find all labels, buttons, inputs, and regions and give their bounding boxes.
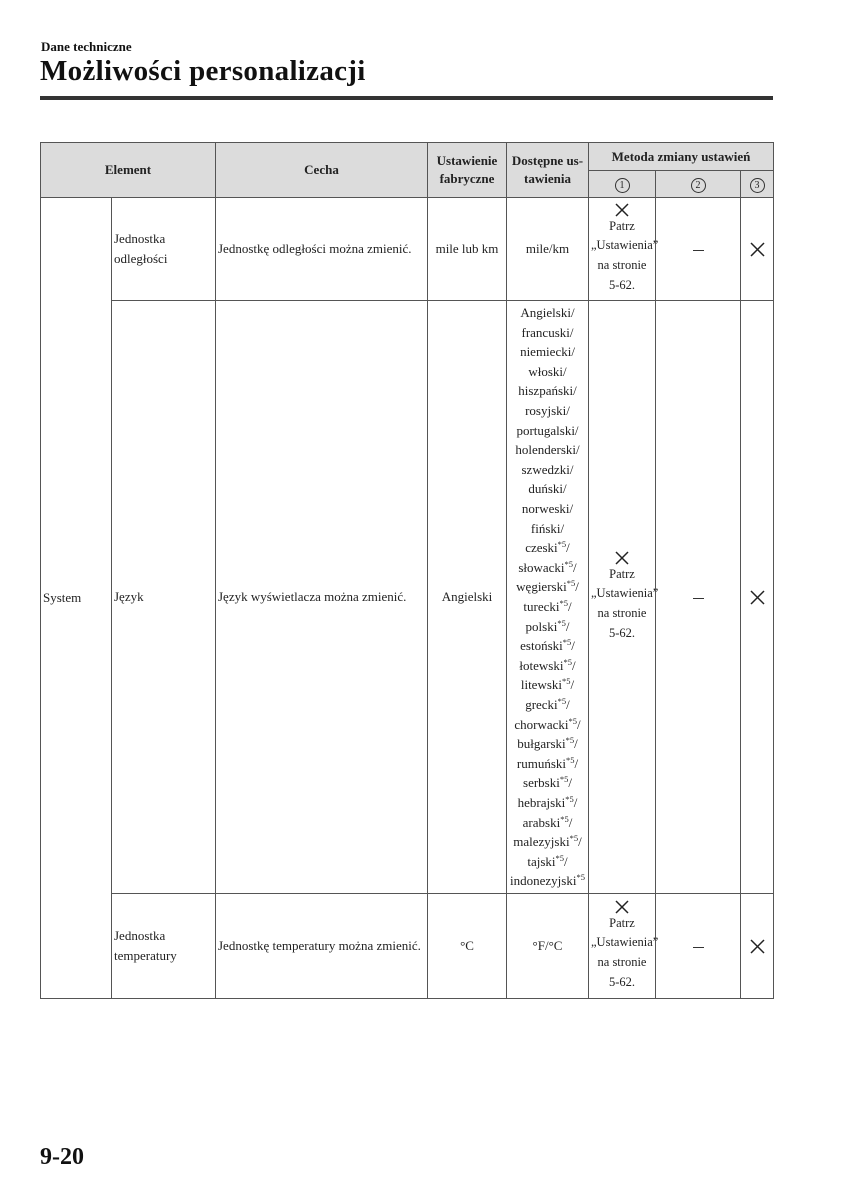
language-item xyxy=(509,538,586,558)
language-name: polski xyxy=(525,618,558,634)
footnote-marker: *5 xyxy=(560,813,569,824)
language-name: Angielski/ xyxy=(520,305,575,321)
row-method-1 xyxy=(589,301,659,894)
footnote-marker: *5 xyxy=(562,676,571,687)
language-name: bułgarski xyxy=(517,736,566,752)
header-available-settings xyxy=(507,143,589,198)
language-item xyxy=(509,773,586,793)
circled-number-2-icon: 2 xyxy=(691,178,706,193)
language-separator: / xyxy=(571,657,576,673)
language-item xyxy=(509,832,586,852)
language-name: hebrajski xyxy=(517,794,566,810)
table-row xyxy=(41,894,774,999)
row-available-languages xyxy=(507,301,589,894)
header-factory-setting xyxy=(428,143,507,198)
method-note: Patrz „Ustawienia” na stronie 5-62. xyxy=(591,915,659,989)
row-feature: Język wyświetlacza można zmienić. xyxy=(216,301,428,894)
language-separator: / xyxy=(574,755,579,771)
language-item xyxy=(509,362,586,382)
page-number: 9-20 xyxy=(40,1144,84,1170)
language-item xyxy=(509,656,586,676)
language-item xyxy=(509,617,586,637)
row-element: Język xyxy=(112,301,216,894)
language-name: portugalski/ xyxy=(516,422,579,438)
title-divider xyxy=(40,96,773,100)
header-method-3 xyxy=(741,171,774,198)
language-name: litewski xyxy=(520,677,563,693)
language-item xyxy=(509,421,586,441)
language-separator: / xyxy=(573,559,577,575)
language-item xyxy=(509,715,586,735)
language-separator: / xyxy=(566,696,570,712)
header-feature: Cecha xyxy=(216,143,428,198)
language-name: łotewski xyxy=(519,657,564,673)
table-row xyxy=(41,198,774,301)
row-method-1 xyxy=(589,198,659,301)
language-name: rumuński xyxy=(516,755,566,771)
header-factory-line2: fabryczne xyxy=(439,171,495,186)
language-separator: / xyxy=(568,814,573,830)
language-name: turecki xyxy=(523,599,560,614)
language-name: rosyjski/ xyxy=(525,403,570,419)
language-name: chorwacki xyxy=(514,716,569,732)
language-item xyxy=(509,813,586,833)
language-item xyxy=(509,519,586,539)
language-item xyxy=(509,479,586,499)
language-name: serbski xyxy=(523,775,560,791)
row-method-3 xyxy=(741,894,774,999)
row-element: Jednostka odległości xyxy=(112,198,216,301)
header-method: Metoda zmiany ustawień xyxy=(589,143,774,171)
language-name: estoński xyxy=(520,638,563,654)
language-separator: / xyxy=(570,677,575,693)
footnote-marker: *5 xyxy=(557,539,567,550)
language-separator: / xyxy=(574,736,578,752)
header-method-1 xyxy=(589,171,656,198)
language-item xyxy=(509,401,586,421)
page-title: Możliwości personalizacji xyxy=(40,55,366,87)
footnote-marker: *5 xyxy=(564,558,574,569)
language-item xyxy=(509,342,586,362)
language-separator: / xyxy=(575,579,579,595)
language-separator: / xyxy=(571,638,575,654)
language-name: malezyjski xyxy=(513,834,570,850)
footnote-marker: *5 xyxy=(569,833,579,844)
language-item xyxy=(509,499,586,519)
language-item xyxy=(509,597,586,617)
row-feature: Jednostkę odległości można zmienić. xyxy=(216,198,428,301)
language-item xyxy=(509,734,586,754)
footnote-marker: *5 xyxy=(559,774,569,785)
row-factory-setting: mile lub km xyxy=(428,198,507,301)
table-row xyxy=(41,301,774,894)
language-name: grecki xyxy=(525,696,558,712)
row-element: Jednostka temperatury xyxy=(112,894,216,999)
method-note: Patrz „Ustawienia” na stronie 5-62. xyxy=(591,218,659,292)
language-item xyxy=(509,440,586,460)
footnote-marker: *5 xyxy=(566,578,576,589)
language-separator: / xyxy=(567,599,572,614)
footnote-marker: *5 xyxy=(568,715,577,726)
footnote-marker: *5 xyxy=(565,793,574,804)
footnote-marker: *5 xyxy=(576,872,585,883)
language-item xyxy=(509,577,586,597)
header-available-line1: Dostępne us- xyxy=(511,153,584,168)
header-factory-line1: Ustawienie xyxy=(436,153,498,168)
row-factory-setting: °C xyxy=(428,894,507,999)
language-separator: / xyxy=(577,716,581,732)
footnote-marker: *5 xyxy=(559,598,568,608)
footnote-marker: *5 xyxy=(555,852,565,863)
language-name: włoski/ xyxy=(528,363,567,379)
cross-icon xyxy=(750,590,765,605)
cross-icon xyxy=(750,939,765,954)
language-name: duński/ xyxy=(528,481,567,497)
row-method-3 xyxy=(741,198,774,301)
language-name: fiński/ xyxy=(530,520,565,536)
language-item xyxy=(509,636,586,656)
cross-icon xyxy=(750,242,765,257)
language-name: hiszpański/ xyxy=(518,383,577,399)
group-system: System xyxy=(41,198,112,999)
header-method-2 xyxy=(656,171,741,198)
language-separator: / xyxy=(566,540,570,556)
row-available-settings: °F/°C xyxy=(507,894,589,999)
row-method-2 xyxy=(656,894,741,999)
footnote-marker: *5 xyxy=(562,637,572,648)
language-separator: / xyxy=(568,775,572,791)
language-name: francuski/ xyxy=(521,324,574,340)
language-name: arabski xyxy=(522,814,561,830)
language-separator: / xyxy=(565,618,570,634)
dash-icon xyxy=(693,947,704,948)
language-name: holenderski/ xyxy=(515,442,580,458)
row-method-1 xyxy=(589,894,659,999)
footnote-marker: *5 xyxy=(557,617,566,628)
row-available-settings: mile/km xyxy=(507,198,589,301)
dash-icon xyxy=(693,250,704,251)
personalization-table xyxy=(40,142,774,999)
language-item xyxy=(509,871,586,891)
language-separator: / xyxy=(573,794,578,810)
language-name: słowacki xyxy=(518,559,565,575)
language-name: szwedzki/ xyxy=(521,461,574,477)
language-name: indonezyjski xyxy=(510,873,577,889)
header-available-line2: tawienia xyxy=(524,171,571,186)
language-item xyxy=(509,558,586,578)
language-item xyxy=(509,675,586,695)
language-item xyxy=(509,323,586,343)
cross-icon xyxy=(615,551,629,565)
row-method-2 xyxy=(656,301,741,894)
language-name: czeski xyxy=(525,540,558,556)
language-name: węgierski xyxy=(516,579,567,595)
language-item xyxy=(509,754,586,774)
language-item xyxy=(509,381,586,401)
language-name: tajski xyxy=(527,853,556,869)
language-name: niemiecki/ xyxy=(520,344,575,360)
cross-icon xyxy=(615,900,629,914)
row-feature: Jednostkę temperatury można zmienić. xyxy=(216,894,428,999)
header-element: Element xyxy=(41,143,216,198)
language-item xyxy=(509,303,586,323)
dash-icon xyxy=(693,598,704,599)
language-item xyxy=(509,793,586,813)
row-factory-setting: Angielski xyxy=(428,301,507,894)
footnote-marker: *5 xyxy=(563,656,572,667)
footnote-marker: *5 xyxy=(557,695,567,706)
section-label: Dane techniczne xyxy=(41,39,132,54)
cross-icon xyxy=(615,203,629,217)
row-method-2 xyxy=(656,198,741,301)
language-separator: / xyxy=(564,853,568,869)
language-item xyxy=(509,460,586,480)
footnote-marker: *5 xyxy=(566,754,575,765)
language-item xyxy=(509,695,586,715)
row-method-3 xyxy=(741,301,774,894)
language-separator: / xyxy=(578,834,582,850)
footnote-marker: *5 xyxy=(565,735,575,746)
language-item xyxy=(509,852,586,872)
circled-number-3-icon: 3 xyxy=(750,178,765,193)
method-note: Patrz „Ustawienia” na stronie 5-62. xyxy=(591,566,659,640)
language-name: norweski/ xyxy=(521,501,574,517)
circled-number-1-icon: 1 xyxy=(615,178,630,193)
